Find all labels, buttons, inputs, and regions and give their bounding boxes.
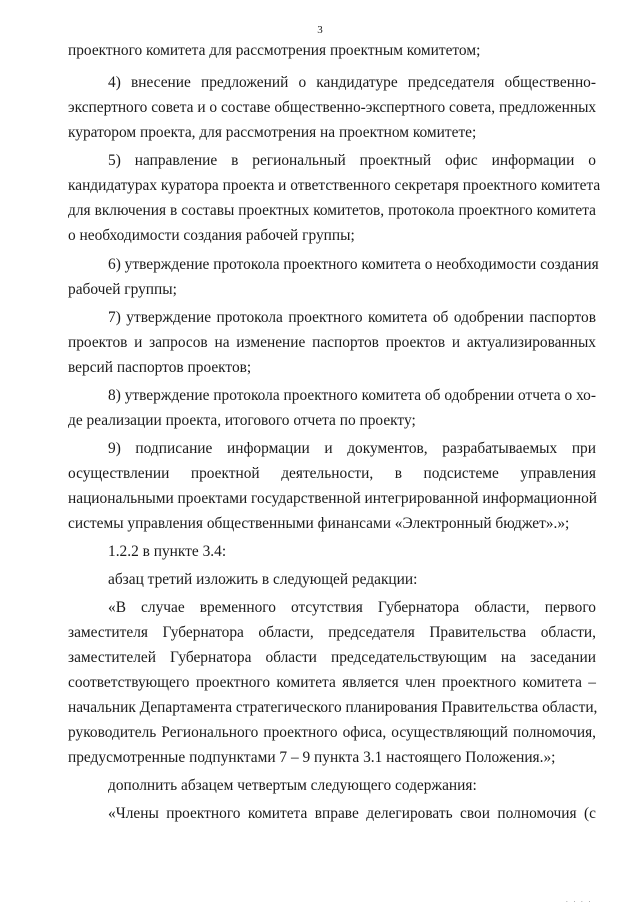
text-line: руководитель Регионального проектного офиса, осуществляющий полномочия, [68,724,596,741]
text-line: системы управления общественными финансами «Электронный бюджет».»; [68,515,570,532]
text-line: кандидатурах куратора проекта и ответственного секретаря проектного комитета [68,177,601,194]
text-line: рабочей группы; [68,281,177,298]
text-line: де реализации проекта, итогового отчета по проекту; [68,412,416,429]
text-line: осуществлении проектной деятельности, в подсистеме управления [68,465,596,482]
text-line: заместителя Губернатора области, председателя Правительства области, [68,624,596,641]
text-line: 6) утверждение протокола проектного комитета о необходимости создания [108,256,599,273]
text-line: дополнить абзацем четвертым следующего содержания: [108,777,477,794]
text-line: начальник Департамента стратегического планирования Правительства области, [68,699,598,716]
text-line: заместителей Губернатора области председательствующим на заседании [68,649,596,666]
text-line: предусмотренные подпунктами 7 – 9 пункта 3.1 настоящего Положения.»; [68,749,556,766]
text-line: абзац третий изложить в следующей редакции: [108,571,418,588]
text-line: экспертного совета и о составе общественно-экспертного совета, предложенных [68,99,597,116]
footer-mark: . . . . [566,896,593,904]
text-line: 5) направление в региональный проектный офис информации о [108,152,596,169]
text-line: «В случае временного отсутствия Губернатора области, первого [108,599,596,616]
text-line: 9) подписание информации и документов, разрабатываемых при [108,440,596,457]
text-line: 8) утверждение протокола проектного комитета об одобрении отчета о хо- [108,387,596,404]
text-line: 7) утверждение протокола проектного комитета об одобрении паспортов [108,309,596,326]
page-number: 3 [317,24,323,36]
text-line: соответствующего проектного комитета является член проектного комитета – [68,674,596,691]
text-line: куратором проекта, для рассмотрения на проектном комитете; [68,124,477,141]
text-line: проектов и запросов на изменение паспортов проектов и актуализированных [68,334,596,351]
text-line: 4) внесение предложений о кандидатуре председателя общественно- [108,74,596,91]
text-line: о необходимости создания рабочей группы; [68,227,355,244]
text-line: 1.2.2 в пункте 3.4: [108,543,227,560]
text-line: проектного комитета для рассмотрения проектным комитетом; [68,42,481,59]
text-line: версий паспортов проектов; [68,359,252,376]
text-line: для включения в составы проектных комитетов, протокола проектного комитета [68,202,596,219]
text-line: «Члены проектного комитета вправе делегировать свои полномочия (с [108,805,596,822]
text-line: национальными проектами государственной интегрированной информационной [68,490,598,507]
